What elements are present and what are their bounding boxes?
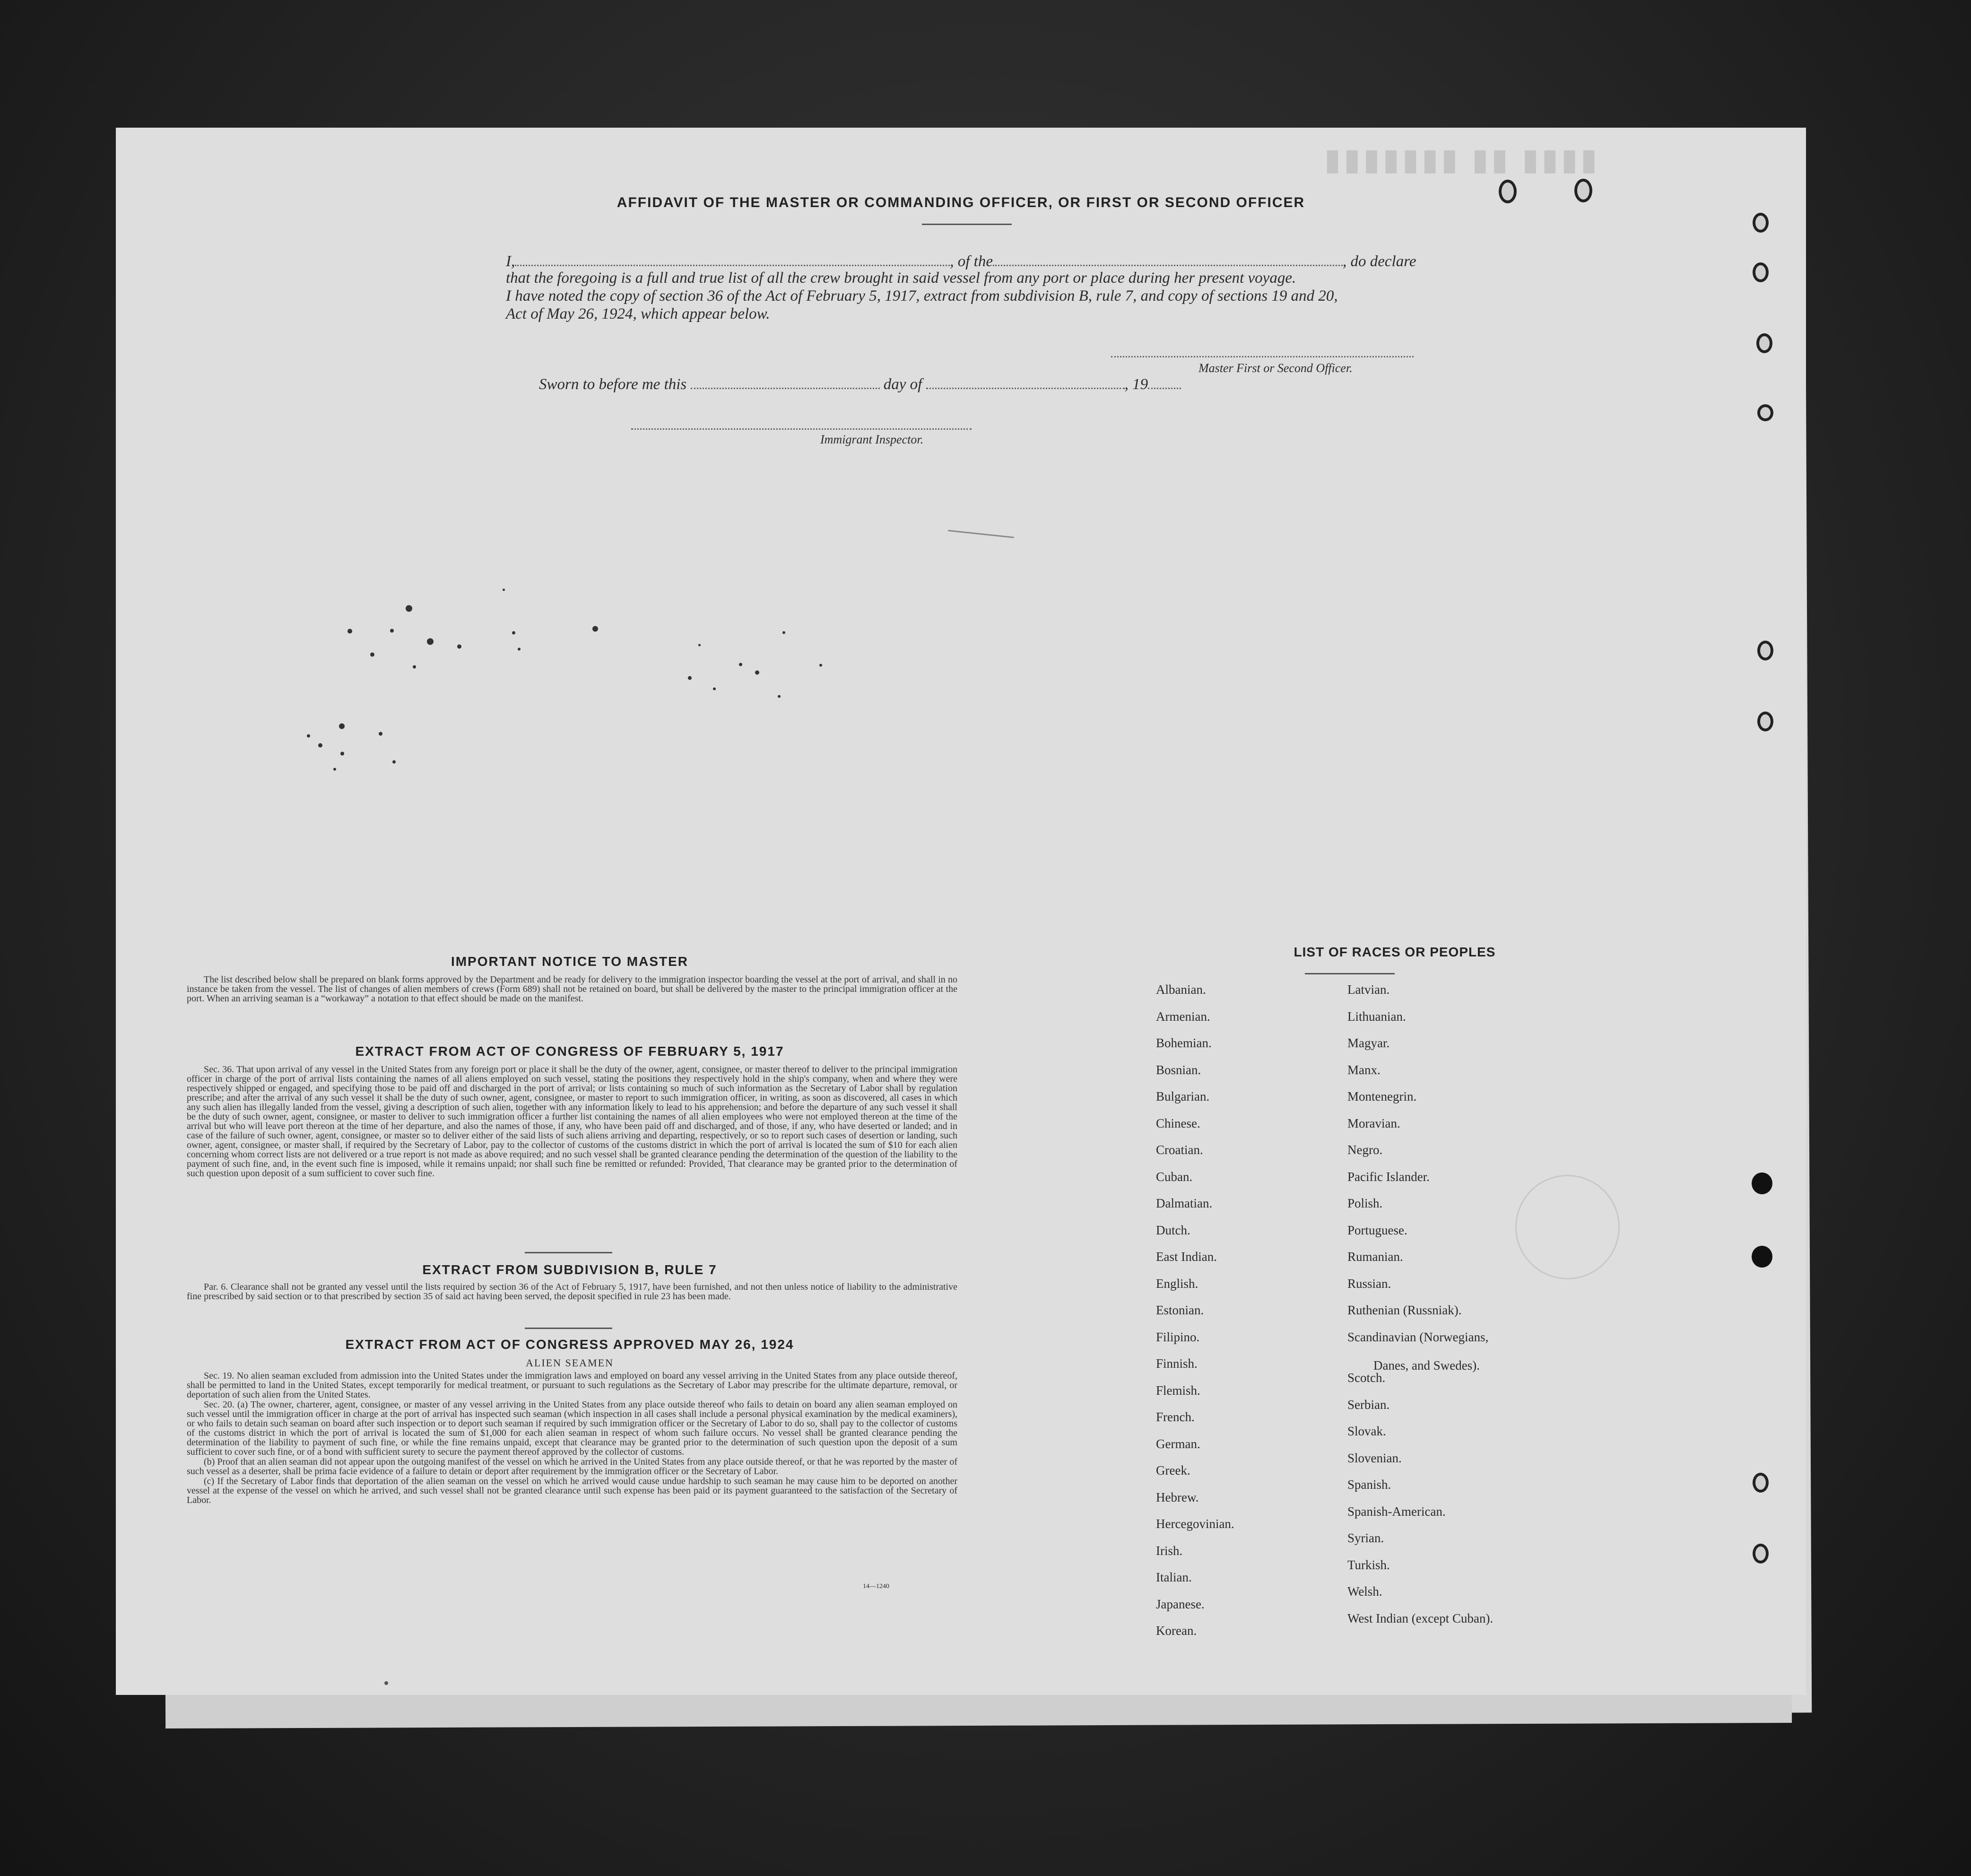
affidavit-body-2: I have noted the copy of section 36 of the Act of February 5, 1917, extract from subdivision B, rule 7, and copy of sections 19 and 20, bbox=[506, 287, 1338, 304]
race-entry: Finnish. bbox=[1156, 1356, 1198, 1371]
stray-mark bbox=[948, 530, 1014, 538]
section-19-paragraph: Sec. 19. No alien seaman excluded from admission into the United States under the immigration laws and employed on board any vessel arriving in the United States from any place outside thereof, shall be permitted to land in the United States, except temporarily for medical treatment, or pursuant to such regulations as the Secretary of Labor may prescribe for the ultimate departure, removal, or deportation of such alien from the United States. bbox=[187, 1371, 957, 1400]
race-entry: Latvian. bbox=[1347, 982, 1390, 997]
notice-paragraph: The list described below shall be prepared on blank forms approved by the Department and be ready for delivery to the immigration inspector boarding the vessel at the port of arrival, and shall in no instance be taken from the vessel. The list of changes of alien members of crews (Form 689) shall not be retained on board, but shall be delivered by the master to the principal immigration officer at the port. When an arriving seaman is a “workaway” a notation to that effect should be made on the manifest. bbox=[187, 974, 957, 1004]
master-signature-line bbox=[1111, 356, 1414, 357]
punch-hole bbox=[1499, 180, 1517, 203]
extract-rule7-title: EXTRACT FROM SUBDIVISION B, RULE 7 bbox=[422, 1262, 717, 1277]
extract-rule7-text bbox=[187, 1282, 957, 1302]
race-entry: Spanish-American. bbox=[1347, 1504, 1446, 1519]
affidavit-title: AFFIDAVIT OF THE MASTER OR COMMANDING OFFICER, OR FIRST OR SECOND OFFICER bbox=[616, 195, 1305, 210]
race-entry: East Indian. bbox=[1156, 1250, 1217, 1264]
race-entry: Bulgarian. bbox=[1156, 1089, 1210, 1103]
race-entry: Portuguese. bbox=[1347, 1223, 1407, 1237]
faint-seal bbox=[1515, 1175, 1620, 1279]
divider bbox=[1305, 973, 1395, 974]
divider bbox=[922, 224, 1012, 225]
form-number: 14—1240 bbox=[863, 1583, 889, 1590]
inspector-label: Immigrant Inspector. bbox=[820, 433, 924, 446]
ink-speck bbox=[340, 752, 344, 756]
race-entry: Italian. bbox=[1156, 1570, 1192, 1584]
race-entry: Moravian. bbox=[1347, 1116, 1400, 1130]
race-entry: West Indian (except Cuban). bbox=[1347, 1611, 1493, 1625]
race-entry: Lithuanian. bbox=[1347, 1009, 1406, 1024]
race-entry: Danes, and Swedes). bbox=[1373, 1358, 1480, 1372]
punch-hole bbox=[1574, 179, 1592, 202]
do-declare-text: , do declare bbox=[1342, 253, 1416, 270]
ink-speck bbox=[592, 626, 598, 632]
punch-hole-filled bbox=[1752, 1246, 1772, 1268]
extract-1924-text bbox=[187, 1371, 957, 1505]
ink-speck bbox=[518, 648, 521, 651]
ink-speck bbox=[755, 670, 759, 675]
extract-1917-title: EXTRACT FROM ACT OF CONGRESS OF FEBRUARY 5, 1917 bbox=[355, 1044, 784, 1059]
race-entry: Estonian. bbox=[1156, 1303, 1204, 1317]
punch-hole bbox=[1753, 213, 1769, 233]
alien-seamen-subtitle: ALIEN SEAMEN bbox=[526, 1357, 614, 1369]
ink-speck bbox=[457, 644, 461, 649]
race-entry: Greek. bbox=[1156, 1463, 1190, 1477]
extract-1924-title: EXTRACT FROM ACT OF CONGRESS APPROVED MAY 26, 1924 bbox=[345, 1337, 794, 1352]
race-entry: Manx. bbox=[1347, 1063, 1381, 1077]
ink-speck bbox=[503, 589, 505, 591]
race-entry: Slovenian. bbox=[1347, 1451, 1402, 1465]
punch-hole bbox=[1753, 262, 1769, 282]
ink-speck bbox=[390, 629, 394, 633]
race-entry: Irish. bbox=[1156, 1544, 1183, 1558]
inspector-signature-line bbox=[631, 428, 972, 430]
extract-1917-text bbox=[187, 1065, 957, 1179]
affidavit-body-3: Act of May 26, 1924, which appear below. bbox=[506, 305, 770, 322]
ink-speck bbox=[307, 734, 310, 738]
race-entry: Cuban. bbox=[1156, 1170, 1193, 1184]
section-36-paragraph: Sec. 36. That upon arrival of any vessel in the United States from any foreign port or place it shall be the duty of the owner, agent, consignee, or master thereof to deliver to the principal immigration officer in charge of the port of arrival lists containing the names of all aliens employed on such vessel, stating the positions they respectively hold in the ship's company, when and where they were respectively shipped or engaged, and specifying those to be paid off and discharged in the port of arrival; or lists containing so much of such information as the Secretary of Labor shall by regulation prescribe; and after the arrival of any such vessel it shall be the duty of such owner, agent, consignee, or master to report to such immigration officer, in writing, as soon as discovered, all cases in which any such alien has illegally landed from the vessel, giving a description of such alien, together with any information likely to lead to his apprehension; and before the departure of any such vessel it shall be the duty of such owner, agent, consignee, or master to deliver to such immigration officer a further list containing the names of all alien employees who were not employed thereon at the time of the arrival but who will leave port thereon at the time of her departure, and also the names of those, if any, who have been paid off and discharged, and of those, if any, who have deserted or landed; and in case of the failure of such owner, agent, consignee, or master so to deliver either of the said lists of such aliens arriving and departing, respectively, or so to report such cases of desertion or landing, such owner, agent, consignee, or master shall, if required by the Secretary of Labor, pay to the collector of customs of the customs district in which the port of arrival is located the sum of $10 for each alien concerning whom correct lists are not delivered or a true report is not made as above required; and no such vessel shall be granted clearance pending the determination of the question of the liability to the payment of such fine, and, in the event such fine is imposed, while it remains unpaid; nor shall such fine be remitted or refunded: Provided, That clearance may be granted prior to the determination of such question upon deposit of a sum sufficient to cover such fine. bbox=[187, 1064, 957, 1179]
race-entry: Polish. bbox=[1347, 1196, 1383, 1210]
ink-speck bbox=[427, 638, 434, 645]
race-entry: Negro. bbox=[1347, 1143, 1383, 1157]
race-entry: Bosnian. bbox=[1156, 1063, 1201, 1077]
declare-i-text: I, bbox=[506, 253, 515, 270]
race-entry: Dutch. bbox=[1156, 1223, 1190, 1237]
punch-hole bbox=[1753, 1473, 1769, 1493]
name-blank bbox=[515, 251, 950, 266]
race-entry: Slovak. bbox=[1347, 1424, 1386, 1438]
punch-hole bbox=[1757, 712, 1773, 731]
race-entry: Russian. bbox=[1347, 1277, 1391, 1291]
race-entry: Scandinavian (Norwegians, bbox=[1347, 1330, 1489, 1344]
punch-hole bbox=[1757, 404, 1773, 421]
punch-hole bbox=[1756, 333, 1772, 353]
race-entry: Bohemian. bbox=[1156, 1036, 1212, 1050]
section-20a-paragraph: Sec. 20. (a) The owner, charterer, agent, consignee, or master of any vessel arriving in the United States from any place outside thereof who fails to detain on board any alien seaman employed on such vessel until the immigration officer in charge at the port of arrival has inspected such seaman (which inspection in all cases shall include a personal physical examination by the medical examiners), or who fails to detain such seaman on board after such inspection or to deport such seaman if required by such immigration officer or the Secretary of Labor to do so, shall pay to the collector of customs of the customs district in which the port of arrival is located the sum of $1,000 for each alien seaman in respect of whom such failure occurs. No vessel shall be granted clearance pending the determination of the liability to payment of such fine, or while the fine remains unpaid, except that clearance may be granted prior to the determination of such question upon the deposit of a sum sufficient to cover such fine, or of a bond with sufficient surety to secure the payment thereof approved by the collector of customs. bbox=[187, 1399, 957, 1457]
divider bbox=[525, 1252, 612, 1253]
divider bbox=[525, 1328, 612, 1329]
race-entry: Hercegovinian. bbox=[1156, 1517, 1234, 1531]
ink-speck bbox=[379, 732, 382, 736]
bleed-through-mark: ▮▮▮▮ ▮▮ ▮▮▮▮▮▮▮ bbox=[1321, 142, 1598, 176]
ink-speck bbox=[819, 664, 822, 667]
ink-speck bbox=[778, 695, 781, 698]
ink-speck bbox=[413, 665, 416, 669]
race-entry: Rumanian. bbox=[1347, 1250, 1403, 1264]
race-entry: Armenian. bbox=[1156, 1009, 1210, 1024]
of-the-text: , of the bbox=[950, 253, 993, 270]
year-blank bbox=[1148, 373, 1181, 389]
race-entry: Japanese. bbox=[1156, 1597, 1205, 1611]
affidavit-body-1: that the foregoing is a full and true list of all the crew brought in said vessel from any port or place during her present voyage. bbox=[506, 269, 1296, 287]
race-entry: Syrian. bbox=[1347, 1531, 1384, 1545]
year-prefix: , 19 bbox=[1124, 376, 1148, 393]
ink-speck bbox=[739, 663, 742, 666]
race-entry: Magyar. bbox=[1347, 1036, 1390, 1050]
race-entry: Flemish. bbox=[1156, 1383, 1200, 1398]
day-of-text: day of bbox=[883, 376, 922, 393]
vessel-blank bbox=[993, 251, 1343, 266]
punch-hole bbox=[1753, 1544, 1769, 1563]
race-entry: Montenegrin. bbox=[1347, 1089, 1417, 1103]
sworn-prefix: Sworn to before me this bbox=[539, 376, 687, 393]
section-20b-paragraph: (b) Proof that an alien seaman did not appear upon the outgoing manifest of the vessel on which he arrived in the United States from any place outside thereof, or that he was reported by the master of such vessel as a deserter, shall be prima facie evidence of a failure to detain or deport after requirement by the immigration officer or the Secretary of Labor. bbox=[187, 1457, 957, 1476]
race-entry: Dalmatian. bbox=[1156, 1196, 1213, 1210]
punch-hole bbox=[1757, 641, 1773, 660]
race-entry: Filipino. bbox=[1156, 1330, 1200, 1344]
race-entry: Croatian. bbox=[1156, 1143, 1203, 1157]
notice-text bbox=[187, 975, 957, 1004]
race-entry: Pacific Islander. bbox=[1347, 1170, 1430, 1184]
race-entry: Welsh. bbox=[1347, 1584, 1382, 1598]
rule7-paragraph: Par. 6. Clearance shall not be granted any vessel until the lists required by section 36 of the Act of February 5, 1917, have been furnished, and not then unless notice of liability to the administrative fine prescribed by said section or to that prescribed by section 35 of said act having been served, the deposit specified in rule 23 has been made. bbox=[187, 1282, 957, 1302]
race-entry: Hebrew. bbox=[1156, 1490, 1199, 1504]
sworn-date-blank bbox=[691, 373, 880, 389]
document-page bbox=[116, 128, 1806, 1695]
race-entry: Serbian. bbox=[1347, 1398, 1390, 1412]
race-entry: Scotch. bbox=[1347, 1371, 1386, 1385]
ink-speck bbox=[347, 629, 352, 634]
ink-speck bbox=[318, 743, 322, 747]
race-entry: Korean. bbox=[1156, 1624, 1197, 1638]
section-20c-paragraph: (c) If the Secretary of Labor finds that deportation of the alien seaman on the vessel on which he arrived would cause undue hardship to such seaman he may cause him to be deported on another vessel at the expense of the vessel on which he arrived, and such vessel shall not be granted clearance until such expense has been paid or its payment guaranteed to the satisfaction of the Secretary of Labor. bbox=[187, 1476, 957, 1505]
race-entry: German. bbox=[1156, 1437, 1200, 1451]
ink-speck bbox=[406, 605, 412, 612]
race-entry: English. bbox=[1156, 1277, 1198, 1291]
ink-speck bbox=[370, 652, 374, 657]
ink-speck bbox=[333, 768, 336, 771]
ink-speck bbox=[698, 644, 701, 646]
race-entry: Spanish. bbox=[1347, 1477, 1391, 1492]
ink-speck bbox=[688, 676, 692, 680]
sworn-month-blank bbox=[926, 373, 1125, 389]
master-signature-label: Master First or Second Officer. bbox=[1198, 361, 1353, 375]
race-entry: French. bbox=[1156, 1410, 1195, 1424]
race-entry: Ruthenian (Russniak). bbox=[1347, 1303, 1462, 1317]
ink-speck bbox=[339, 723, 345, 729]
notice-title: IMPORTANT NOTICE TO MASTER bbox=[451, 954, 689, 969]
race-entry: Albanian. bbox=[1156, 982, 1206, 997]
ink-speck bbox=[713, 687, 716, 690]
race-entry: Chinese. bbox=[1156, 1116, 1200, 1130]
punch-hole-filled bbox=[1752, 1172, 1772, 1194]
races-title: LIST OF RACES OR PEOPLES bbox=[1294, 945, 1496, 959]
ink-speck bbox=[782, 631, 785, 634]
ink-speck bbox=[392, 760, 396, 764]
race-entry: Turkish. bbox=[1347, 1558, 1390, 1572]
affidavit-declaration-line bbox=[506, 251, 1551, 270]
sworn-line bbox=[539, 373, 1181, 393]
stray-mark bbox=[384, 1681, 388, 1685]
ink-speck bbox=[512, 631, 515, 634]
